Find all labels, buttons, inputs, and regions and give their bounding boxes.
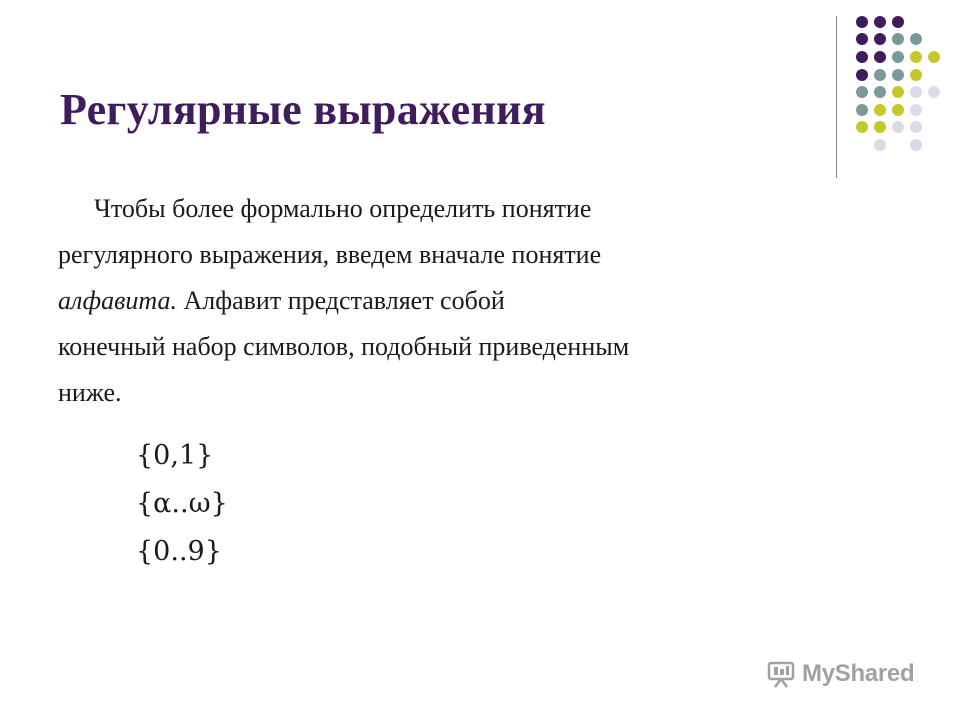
body-line-1: Чтобы более формально определить понятие <box>94 194 592 223</box>
decorative-dot <box>892 121 904 133</box>
decorative-dot <box>928 86 940 98</box>
alphabet-digits: {0..9} <box>136 536 222 567</box>
body-line-5: ниже. <box>58 378 122 407</box>
decorative-dot <box>856 86 868 98</box>
decorative-dot <box>910 121 922 133</box>
decorative-dot <box>856 33 868 45</box>
body-line-3-rest: Алфавит представляет собой <box>177 286 505 315</box>
slide-title: Регулярные выражения <box>60 85 546 134</box>
decorative-dot <box>910 33 922 45</box>
decorative-dot <box>910 139 922 151</box>
alphabet-examples <box>136 432 228 576</box>
decorative-dot <box>892 104 904 116</box>
decorative-dot <box>874 139 886 151</box>
decorative-dot <box>892 69 904 81</box>
slide-body <box>58 186 778 416</box>
decorative-dot <box>874 51 886 63</box>
body-line-3 <box>58 278 778 324</box>
decorative-dot <box>874 69 886 81</box>
alphabet-greek: {α..ω} <box>136 488 228 519</box>
watermark <box>766 654 914 694</box>
decorative-dot <box>856 69 868 81</box>
body-line-2: регулярного выражения, введем вначале понятие <box>58 240 602 269</box>
presentation-icon <box>766 659 796 689</box>
decorative-dot <box>874 86 886 98</box>
decorative-dot <box>910 51 922 63</box>
decorative-dot <box>874 16 886 28</box>
decorative-dot <box>856 104 868 116</box>
alphabet-binary: {0,1} <box>136 440 214 471</box>
decorative-dot <box>910 104 922 116</box>
vertical-divider <box>836 16 837 178</box>
decorative-dot <box>892 86 904 98</box>
decorative-dot <box>892 33 904 45</box>
body-line-4: конечный набор символов, подобный приведенным <box>58 332 630 361</box>
decorative-dot <box>892 51 904 63</box>
decorative-dot <box>874 121 886 133</box>
decorative-dot <box>856 121 868 133</box>
term-alphabet: алфавита. <box>58 286 177 315</box>
decorative-dot <box>874 104 886 116</box>
decorative-dot <box>856 51 868 63</box>
watermark-text: MyShared <box>802 660 915 687</box>
decorative-dot <box>892 16 904 28</box>
decorative-dot <box>856 16 868 28</box>
decorative-dot <box>874 33 886 45</box>
decorative-dot <box>910 86 922 98</box>
decorative-dot <box>928 51 940 63</box>
decorative-dot <box>910 69 922 81</box>
